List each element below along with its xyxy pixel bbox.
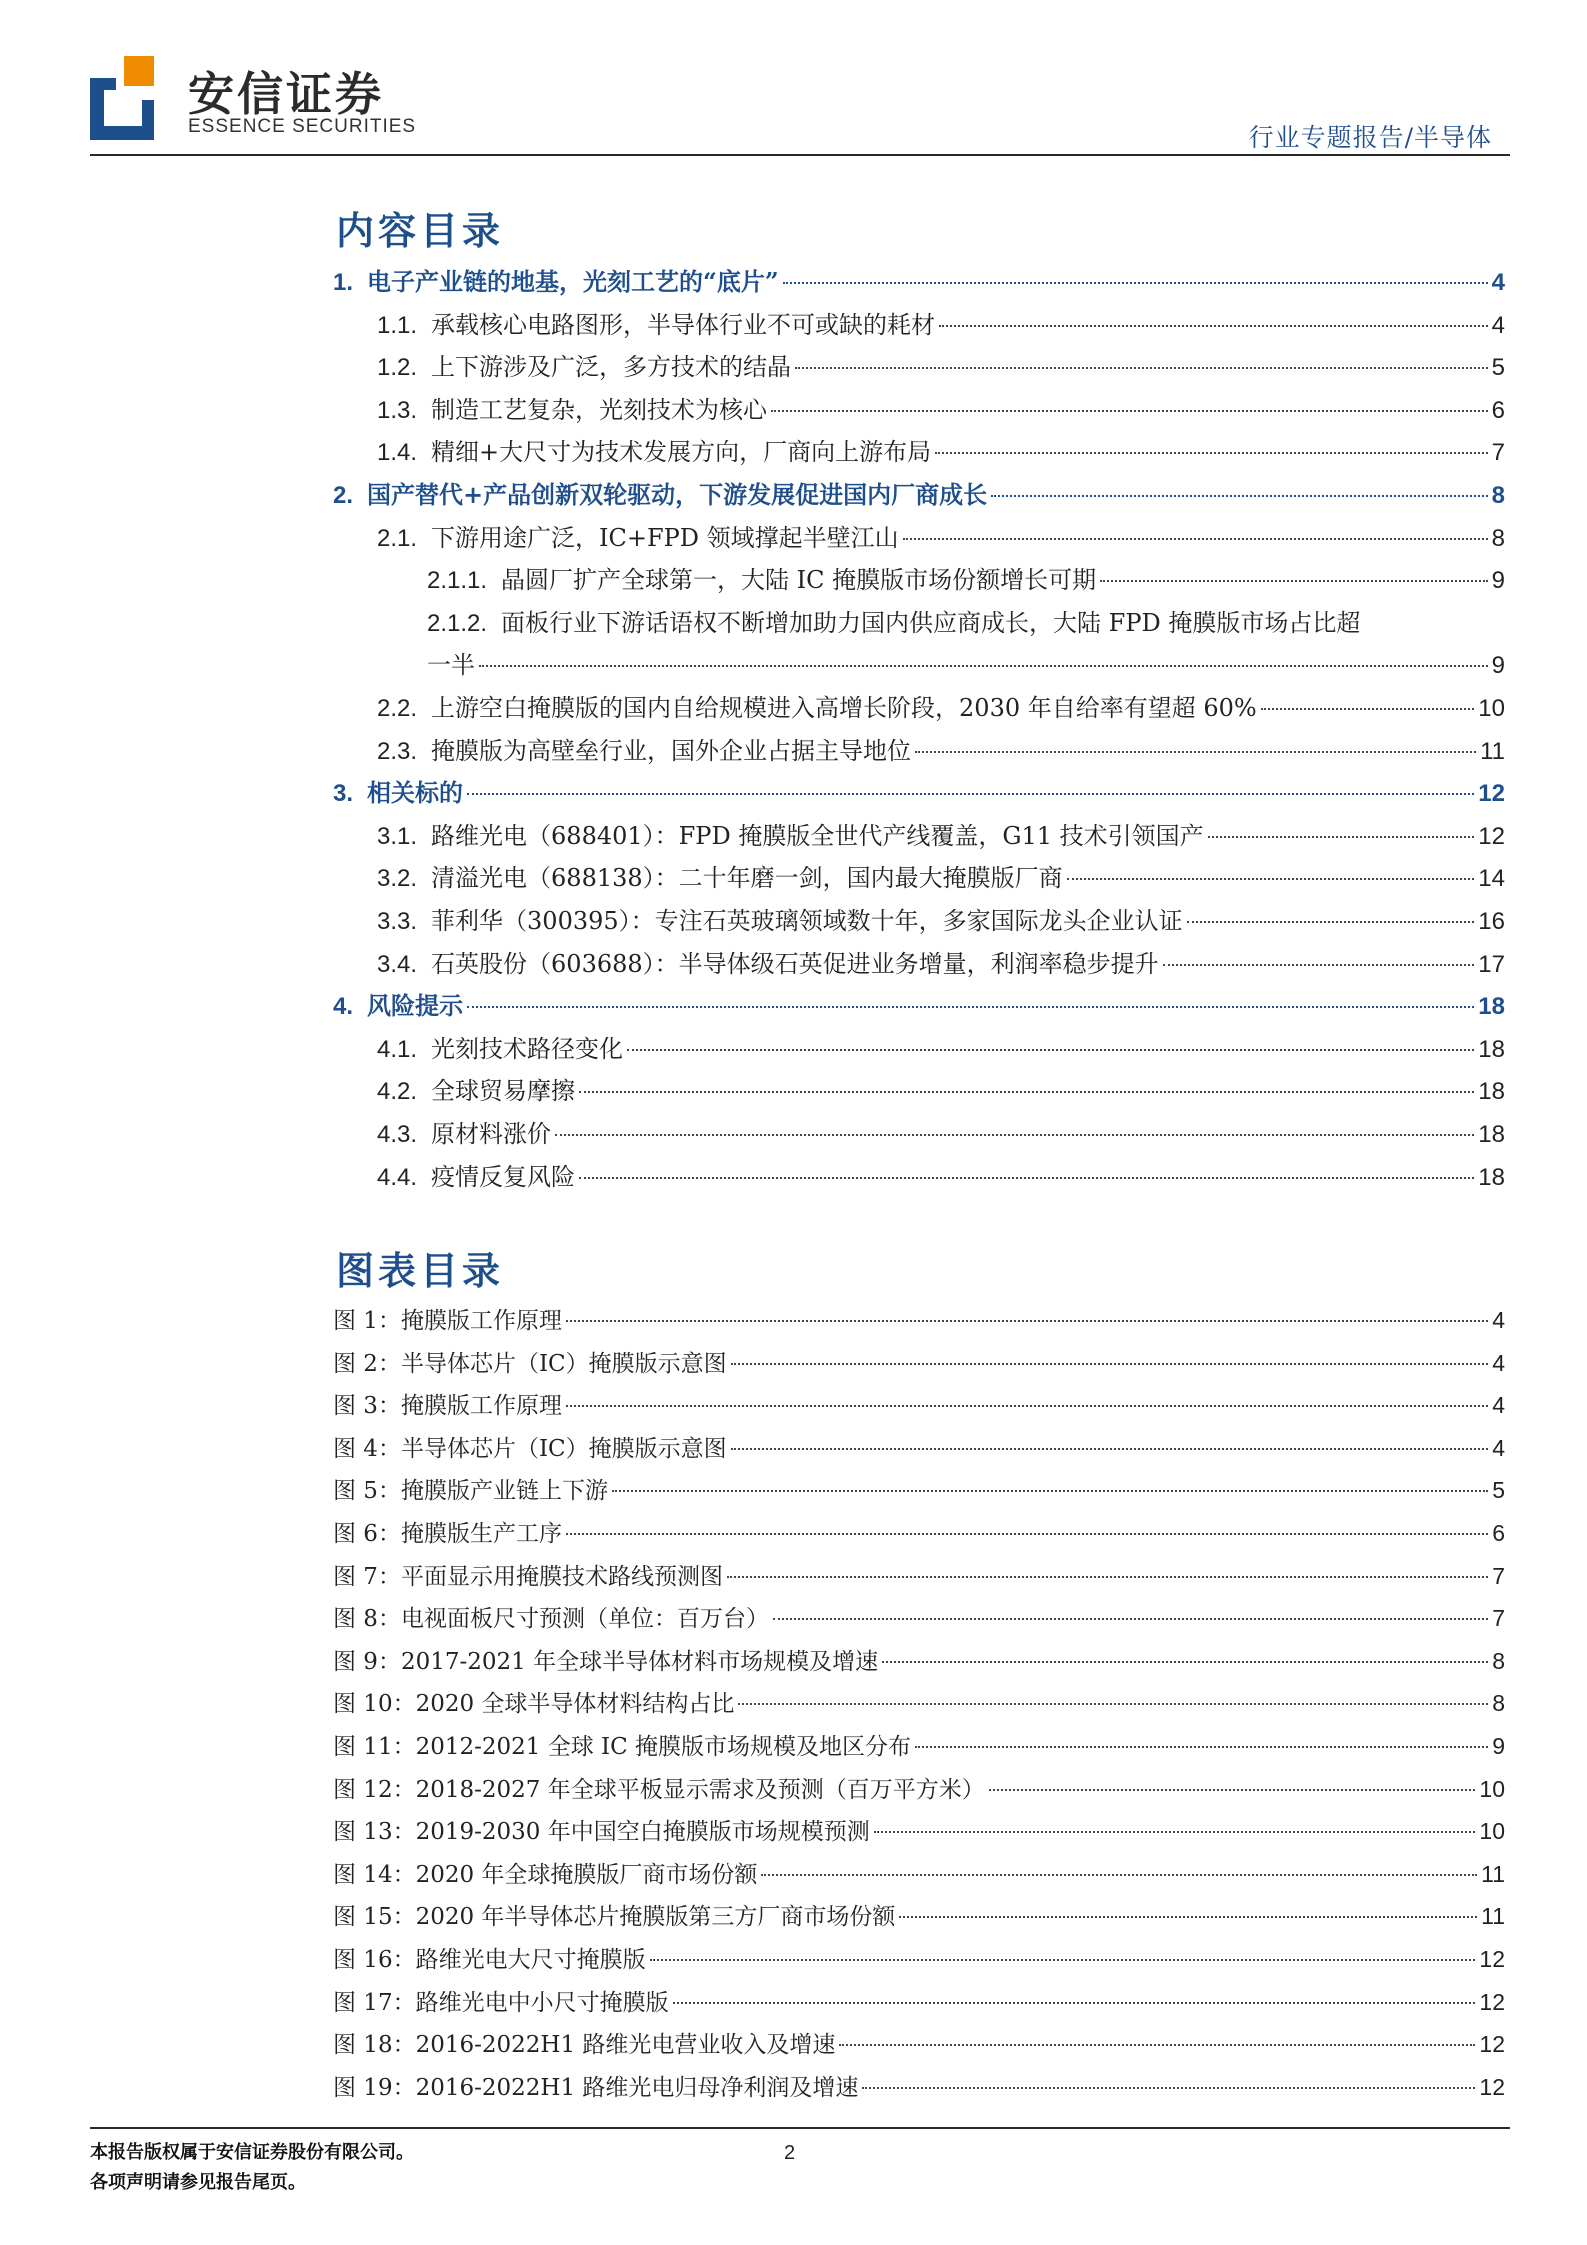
toc-entry[interactable] xyxy=(333,773,1505,807)
toc-entry-number: 2. xyxy=(333,482,354,509)
figure-entry-page: 8 xyxy=(1492,1690,1505,1717)
toc-entry-title: 掩膜版为高壁垒行业，国外企业占据主导地位 xyxy=(431,736,912,765)
toc-entry-title: 菲利华（300395）：专注石英玻璃领域数十年，多家国际龙头企业认证 xyxy=(431,907,1183,935)
figure-entry[interactable] xyxy=(333,1472,1505,1506)
toc-entry-number: 1. xyxy=(333,269,354,296)
toc-entry-page: 4 xyxy=(1491,269,1505,296)
figure-entry-page: 4 xyxy=(1492,1349,1505,1376)
figure-entry[interactable] xyxy=(333,1856,1505,1890)
toc-entry[interactable] xyxy=(333,986,1505,1020)
figure-entry[interactable] xyxy=(333,2026,1505,2060)
toc-entry-number: 1.2. xyxy=(377,354,418,382)
page-header xyxy=(90,50,1510,158)
toc-entry-page: 10 xyxy=(1478,695,1505,722)
figure-entry[interactable] xyxy=(333,1813,1505,1847)
figure-entry[interactable] xyxy=(333,1387,1505,1421)
toc-entry[interactable] xyxy=(377,1157,1505,1191)
dot-leader xyxy=(1100,580,1487,582)
toc-entry-page: 9 xyxy=(1491,652,1505,680)
figures-heading: 图表目录 xyxy=(336,1248,505,1293)
toc-entry[interactable] xyxy=(377,858,1505,892)
dot-leader xyxy=(899,1916,1477,1918)
figure-entry-title: 图 3：掩膜版工作原理 xyxy=(333,1393,562,1420)
figure-entry[interactable] xyxy=(333,2069,1505,2103)
toc-entry-title: 光刻技术路径变化 xyxy=(431,1034,624,1063)
toc-entry-title: 路维光电（688401）：FPD 掩膜版全世代产线覆盖，G11 技术引领国产 xyxy=(431,821,1204,850)
dot-leader xyxy=(1261,708,1475,710)
figure-entry[interactable] xyxy=(333,1302,1505,1336)
toc-entry[interactable] xyxy=(377,1071,1505,1105)
toc-entry-title: 电子产业链的地基，光刻工艺的“底片” xyxy=(367,267,779,296)
toc-entry-title: 承载核心电路图形，半导体行业不可或缺的耗材 xyxy=(431,310,936,339)
toc-entry-number: 4.4. xyxy=(377,1163,418,1191)
figure-entry-page: 4 xyxy=(1492,1307,1505,1333)
dot-leader xyxy=(1067,878,1475,880)
figure-entry-title: 图 17：路维光电中小尺寸掩膜版 xyxy=(333,1989,669,2016)
toc-entry-title: 面板行业下游话语权不断增加助力国内供应商成长，大陆 FPD 掩膜版市场占比超 xyxy=(501,608,1361,637)
report-type: 行业专题报告/半导体 xyxy=(1248,123,1492,152)
dot-leader xyxy=(839,2044,1475,2046)
dot-leader xyxy=(773,1618,1488,1620)
dot-leader xyxy=(1187,921,1475,923)
figure-entry[interactable] xyxy=(333,1558,1505,1592)
figure-entry-title: 图 2：半导体芯片（IC）掩膜版示意图 xyxy=(333,1350,727,1377)
brand-name-cn: 安信证券 xyxy=(188,67,384,121)
toc-entry-number: 3. xyxy=(333,780,354,808)
toc-entry-title: 相关标的 xyxy=(367,778,464,808)
dot-leader xyxy=(882,1661,1488,1663)
figure-entry-title: 图 5：掩膜版产业链上下游 xyxy=(333,1478,608,1505)
figure-entry[interactable] xyxy=(333,1728,1505,1762)
figure-entry-page: 7 xyxy=(1492,1605,1505,1632)
toc-entry[interactable] xyxy=(427,645,1505,679)
toc-entry-page: 18 xyxy=(1478,1035,1505,1063)
toc-entry-number: 4.3. xyxy=(377,1121,418,1148)
toc-entry-title: 国产替代+产品创新双轮驱动，下游发展促进国内厂商成长 xyxy=(367,480,988,509)
toc-entry-number: 1.4. xyxy=(377,439,418,467)
toc-entry-title: 下游用途广泛，IC+FPD 领域撑起半壁江山 xyxy=(431,523,899,552)
dot-leader xyxy=(915,751,1476,753)
toc-entry-number: 4. xyxy=(333,993,354,1021)
toc-entry[interactable] xyxy=(333,262,1505,296)
figure-entry-title: 图 12：2018-2027 年全球平板显示需求及预测（百万平方米） xyxy=(333,1776,985,1803)
figure-entry-page: 6 xyxy=(1492,1520,1505,1546)
figure-entry[interactable] xyxy=(333,1898,1505,1932)
figure-entry-title: 图 16：路维光电大尺寸掩膜版 xyxy=(333,1947,646,1973)
toc-entry[interactable] xyxy=(377,816,1505,850)
dot-leader xyxy=(566,1405,1488,1407)
figure-entry[interactable] xyxy=(333,1515,1505,1549)
figure-entry-page: 12 xyxy=(1479,2073,1505,2100)
figure-entry-title: 图 10：2020 全球半导体材料结构占比 xyxy=(333,1691,735,1718)
toc-entry-page: 8 xyxy=(1491,524,1505,552)
dot-leader xyxy=(783,282,1488,284)
dot-leader xyxy=(555,1134,1474,1136)
toc-entry-number: 3.4. xyxy=(377,950,418,978)
toc-entry-page: 12 xyxy=(1478,822,1505,850)
figure-entry-page: 11 xyxy=(1481,1860,1505,1887)
toc-entry-page: 18 xyxy=(1478,1121,1505,1148)
toc-entry[interactable] xyxy=(377,1114,1505,1148)
page-number: 2 xyxy=(784,2142,796,2164)
toc-entry[interactable] xyxy=(377,688,1505,722)
toc-entry-title: 上游空白掩膜版的国内自给规模进入高增长阶段，2030 年自给率有望超 60% xyxy=(431,694,1257,722)
dot-leader xyxy=(939,325,1488,327)
toc-entry-title: 一半 xyxy=(427,651,475,680)
dot-leader xyxy=(1208,836,1475,838)
toc-entry-page: 16 xyxy=(1478,908,1505,935)
dot-leader xyxy=(862,2087,1475,2089)
toc-entry[interactable] xyxy=(377,305,1505,339)
toc-entry-number: 2.1.1. xyxy=(427,567,488,595)
dot-leader xyxy=(566,1533,1488,1535)
dot-leader xyxy=(479,665,1488,667)
dot-leader xyxy=(903,538,1488,540)
toc-entry-title: 疫情反复风险 xyxy=(431,1162,576,1191)
brand-name-en: ESSENCE SECURITIES xyxy=(188,116,417,137)
figure-entry[interactable] xyxy=(333,1345,1505,1379)
header-divider xyxy=(90,154,1510,156)
disclaimer-text: 各项声明请参见报告尾页。 xyxy=(90,2172,306,2193)
toc-entry-number: 1.3. xyxy=(377,396,418,424)
figure-entry-title: 图 18：2016-2022H1 路维光电营业收入及增速 xyxy=(333,2032,836,2059)
toc-entry[interactable] xyxy=(333,475,1505,509)
toc-entry-page: 6 xyxy=(1491,396,1505,424)
toc-entry-title: 制造工艺复杂，光刻技术为核心 xyxy=(431,395,768,424)
toc-entry-title: 原材料涨价 xyxy=(431,1120,552,1148)
figure-entry[interactable] xyxy=(333,1941,1505,1975)
toc-entry-number: 2.3. xyxy=(377,737,418,765)
toc-entry[interactable] xyxy=(377,432,1505,466)
dot-leader xyxy=(467,793,1474,795)
toc-entry-number: 4.1. xyxy=(377,1035,418,1063)
toc-entry-page: 11 xyxy=(1480,737,1505,765)
figure-entry-page: 9 xyxy=(1492,1733,1505,1759)
dot-leader xyxy=(935,452,1488,454)
figure-entry-page: 7 xyxy=(1492,1562,1505,1589)
figure-entry-title: 图 7：平面显示用掩膜技术路线预测图 xyxy=(333,1563,723,1590)
toc-entry-page: 14 xyxy=(1478,865,1505,893)
toc-entry-page: 5 xyxy=(1491,354,1505,382)
figure-entry-title: 图 15：2020 年半导体芯片掩膜版第三方厂商市场份额 xyxy=(333,1904,896,1931)
dot-leader xyxy=(874,1831,1476,1833)
figure-entry-page: 4 xyxy=(1492,1392,1505,1419)
toc-entry-number: 3.3. xyxy=(377,908,418,935)
figure-entry-title: 图 6：掩膜版生产工序 xyxy=(333,1521,562,1547)
dot-leader xyxy=(612,1490,1488,1492)
toc-entry-title: 精细+大尺寸为技术发展方向，厂商向上游布局 xyxy=(431,438,932,467)
figure-entry-title: 图 14：2020 年全球掩膜版厂商市场份额 xyxy=(333,1861,758,1888)
dot-leader xyxy=(579,1177,1474,1179)
toc-entry[interactable] xyxy=(377,944,1505,978)
figure-entry-title: 图 13：2019-2030 年中国空白掩膜版市场规模预测 xyxy=(333,1819,870,1846)
toc-entry-number: 2.2. xyxy=(377,695,418,722)
dot-leader xyxy=(727,1576,1488,1578)
toc-entry-title: 晶圆厂扩产全球第一，大陆 IC 掩膜版市场份额增长可期 xyxy=(501,566,1097,595)
toc-entry-number: 1.1. xyxy=(377,311,418,339)
toc-entry-page: 9 xyxy=(1491,567,1505,595)
toc-entry-number: 3.1. xyxy=(377,822,418,850)
dot-leader xyxy=(761,1874,1477,1876)
toc-entry[interactable] xyxy=(377,731,1505,765)
toc-list xyxy=(333,262,1505,1222)
toc-entry-page: 4 xyxy=(1491,311,1505,339)
dot-leader xyxy=(673,2002,1476,2004)
figure-entry-page: 8 xyxy=(1492,1647,1505,1674)
figure-entry[interactable] xyxy=(333,1685,1505,1719)
figure-entry-page: 10 xyxy=(1479,1775,1505,1802)
toc-entry-number: 2.1. xyxy=(377,524,418,552)
toc-entry-page: 18 xyxy=(1478,1078,1505,1106)
toc-entry[interactable] xyxy=(427,560,1505,594)
toc-heading: 内容目录 xyxy=(336,208,505,253)
dot-leader xyxy=(1163,964,1475,966)
figure-entry-page: 5 xyxy=(1492,1477,1505,1504)
copyright-text: 本报告版权属于安信证券股份有限公司。 xyxy=(90,2142,414,2163)
toc-entry-title: 上下游涉及广泛，多方技术的结晶 xyxy=(431,353,792,382)
figure-entry[interactable] xyxy=(333,1771,1505,1805)
dot-leader xyxy=(579,1091,1474,1093)
toc-entry-number: 3.2. xyxy=(377,865,418,893)
toc-entry[interactable] xyxy=(377,390,1505,424)
toc-entry-page: 18 xyxy=(1478,1163,1505,1191)
figure-entry-page: 10 xyxy=(1479,1818,1505,1845)
dot-leader xyxy=(989,1789,1476,1791)
dot-leader xyxy=(731,1448,1489,1450)
brand-logo-icon xyxy=(90,56,160,140)
figure-entry[interactable] xyxy=(333,1600,1505,1634)
figure-entry-page: 4 xyxy=(1492,1434,1505,1461)
toc-entry-page: 17 xyxy=(1478,950,1505,978)
toc-entry[interactable] xyxy=(377,901,1505,935)
figure-entry-title: 图 1：掩膜版工作原理 xyxy=(333,1308,562,1334)
dot-leader xyxy=(795,367,1488,369)
figure-entry-page: 12 xyxy=(1479,1988,1505,2015)
toc-entry[interactable] xyxy=(377,347,1505,381)
figure-entry-title: 图 8：电视面板尺寸预测（单位：百万台） xyxy=(333,1606,769,1633)
toc-entry-number: 2.1.2. xyxy=(427,609,488,637)
dot-leader xyxy=(915,1746,1488,1748)
toc-entry-number: 4.2. xyxy=(377,1078,418,1106)
toc-entry-page: 18 xyxy=(1478,993,1505,1021)
dot-leader xyxy=(731,1363,1489,1365)
figure-entry[interactable] xyxy=(333,1430,1505,1464)
toc-entry[interactable] xyxy=(377,1029,1505,1063)
dot-leader xyxy=(467,1006,1474,1008)
toc-entry[interactable] xyxy=(377,518,1505,552)
figure-entry[interactable] xyxy=(333,1984,1505,2018)
dot-leader xyxy=(771,410,1488,412)
dot-leader xyxy=(627,1049,1474,1051)
dot-leader xyxy=(991,495,1488,497)
toc-entry-page: 8 xyxy=(1491,482,1505,509)
toc-entry-page: 7 xyxy=(1491,439,1505,467)
figure-entry-page: 11 xyxy=(1481,1903,1505,1930)
figure-entry-page: 12 xyxy=(1479,1946,1505,1972)
dot-leader xyxy=(566,1320,1488,1322)
figure-entry-page: 12 xyxy=(1479,2031,1505,2058)
toc-entry-title: 石英股份（603688）：半导体级石英促进业务增量，利润率稳步提升 xyxy=(431,949,1159,978)
toc-entry-title: 清溢光电（688138）：二十年磨一剑，国内最大掩膜版厂商 xyxy=(431,864,1063,893)
figure-entry-title: 图 9：2017-2021 年全球半导体材料市场规模及增速 xyxy=(333,1648,879,1675)
footer-notice xyxy=(90,2138,414,2198)
dot-leader xyxy=(738,1703,1488,1705)
figure-entry-title: 图 11：2012-2021 全球 IC 掩膜版市场规模及地区分布 xyxy=(333,1734,912,1760)
figure-entry[interactable] xyxy=(333,1643,1505,1677)
toc-entry[interactable] xyxy=(427,603,1505,637)
toc-entry-title: 全球贸易摩擦 xyxy=(431,1077,576,1106)
figures-list xyxy=(333,1302,1505,2102)
figure-entry-title: 图 4：半导体芯片（IC）掩膜版示意图 xyxy=(333,1435,727,1462)
footer-divider xyxy=(90,2127,1510,2129)
figure-entry-title: 图 19：2016-2022H1 路维光电归母净利润及增速 xyxy=(333,2074,859,2101)
toc-entry-title: 风险提示 xyxy=(367,991,464,1021)
dot-leader xyxy=(650,1959,1476,1961)
toc-entry-page: 12 xyxy=(1478,780,1505,808)
